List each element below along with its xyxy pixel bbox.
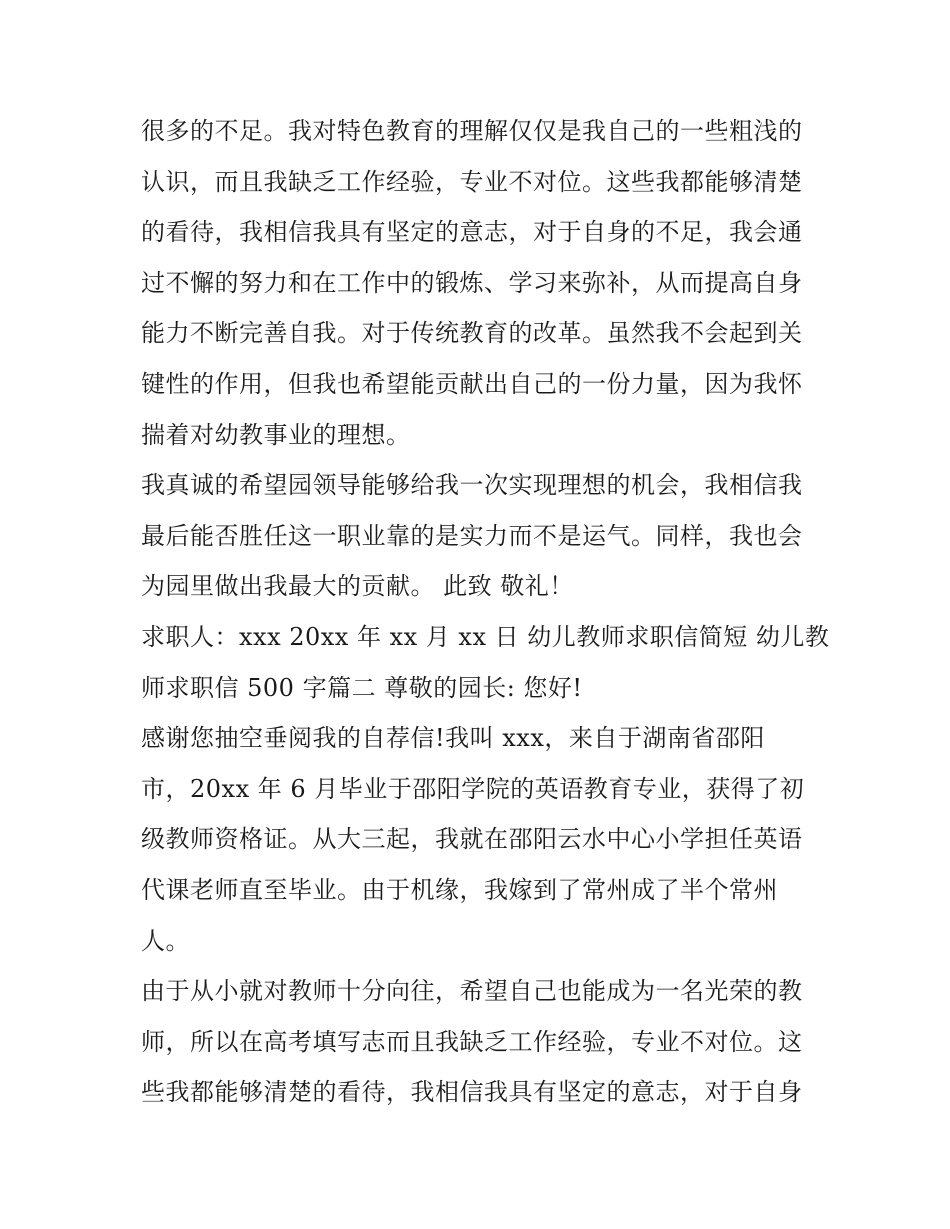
text-line: 市，20xx 年 6 月毕业于邵阳学院的英语教育专业，获得了初 bbox=[141, 774, 805, 803]
text-line: 人。 bbox=[141, 926, 190, 955]
body-text bbox=[141, 106, 830, 1118]
text-line: 认识，而且我缺乏工作经验，专业不对位。这些我都能够清楚 bbox=[141, 167, 803, 196]
text-line: 些我都能够清楚的看待，我相信我具有坚定的意志，对于自身 bbox=[141, 1078, 803, 1107]
text-line: 我真诚的希望园领导能够给我一次实现理想的机会，我相信我 bbox=[141, 471, 803, 500]
text-line: 师求职信 500 字篇二 尊敬的园长: 您好! bbox=[141, 673, 583, 702]
text-line: 由于从小就对教师十分向往，希望自己也能成为一名光荣的教 bbox=[141, 977, 803, 1006]
text-line: 揣着对幼教事业的理想。 bbox=[141, 420, 411, 449]
text-line: 的看待，我相信我具有坚定的意志，对于自身的不足，我会通 bbox=[141, 218, 803, 247]
text-line: 过不懈的努力和在工作中的锻炼、学习来弥补，从而提高自身 bbox=[141, 268, 803, 297]
text-line: 最后能否胜任这一职业靠的是实力而不是运气。同样，我也会 bbox=[141, 521, 803, 550]
text-line: 很多的不足。我对特色教育的理解仅仅是我自己的一些粗浅的 bbox=[141, 117, 803, 145]
text-line: 求职人：xxx 20xx 年 xx 月 xx 日 幼儿教师求职信简短 幼儿教 bbox=[141, 622, 830, 651]
text-line: 为园里做出我最大的贡献。 此致 敬礼！ bbox=[141, 572, 574, 601]
text-line: 能力不断完善自我。对于传统教育的改革。虽然我不会起到关 bbox=[141, 319, 803, 348]
text-line: 代课老师直至毕业。由于机缘，我嫁到了常州成了半个常州 bbox=[141, 875, 778, 904]
text-line: 级教师资格证。从大三起，我就在邵阳云水中心小学担任英语 bbox=[141, 825, 803, 854]
text-line: 键性的作用，但我也希望能贡献出自己的一份力量，因为我怀 bbox=[141, 369, 803, 398]
text-line: 师，所以在高考填写志而且我缺乏工作经验，专业不对位。这 bbox=[141, 1027, 803, 1056]
text-line: 感谢您抽空垂阅我的自荐信!我叫 xxx，来自于湖南省邵阳 bbox=[141, 724, 765, 753]
